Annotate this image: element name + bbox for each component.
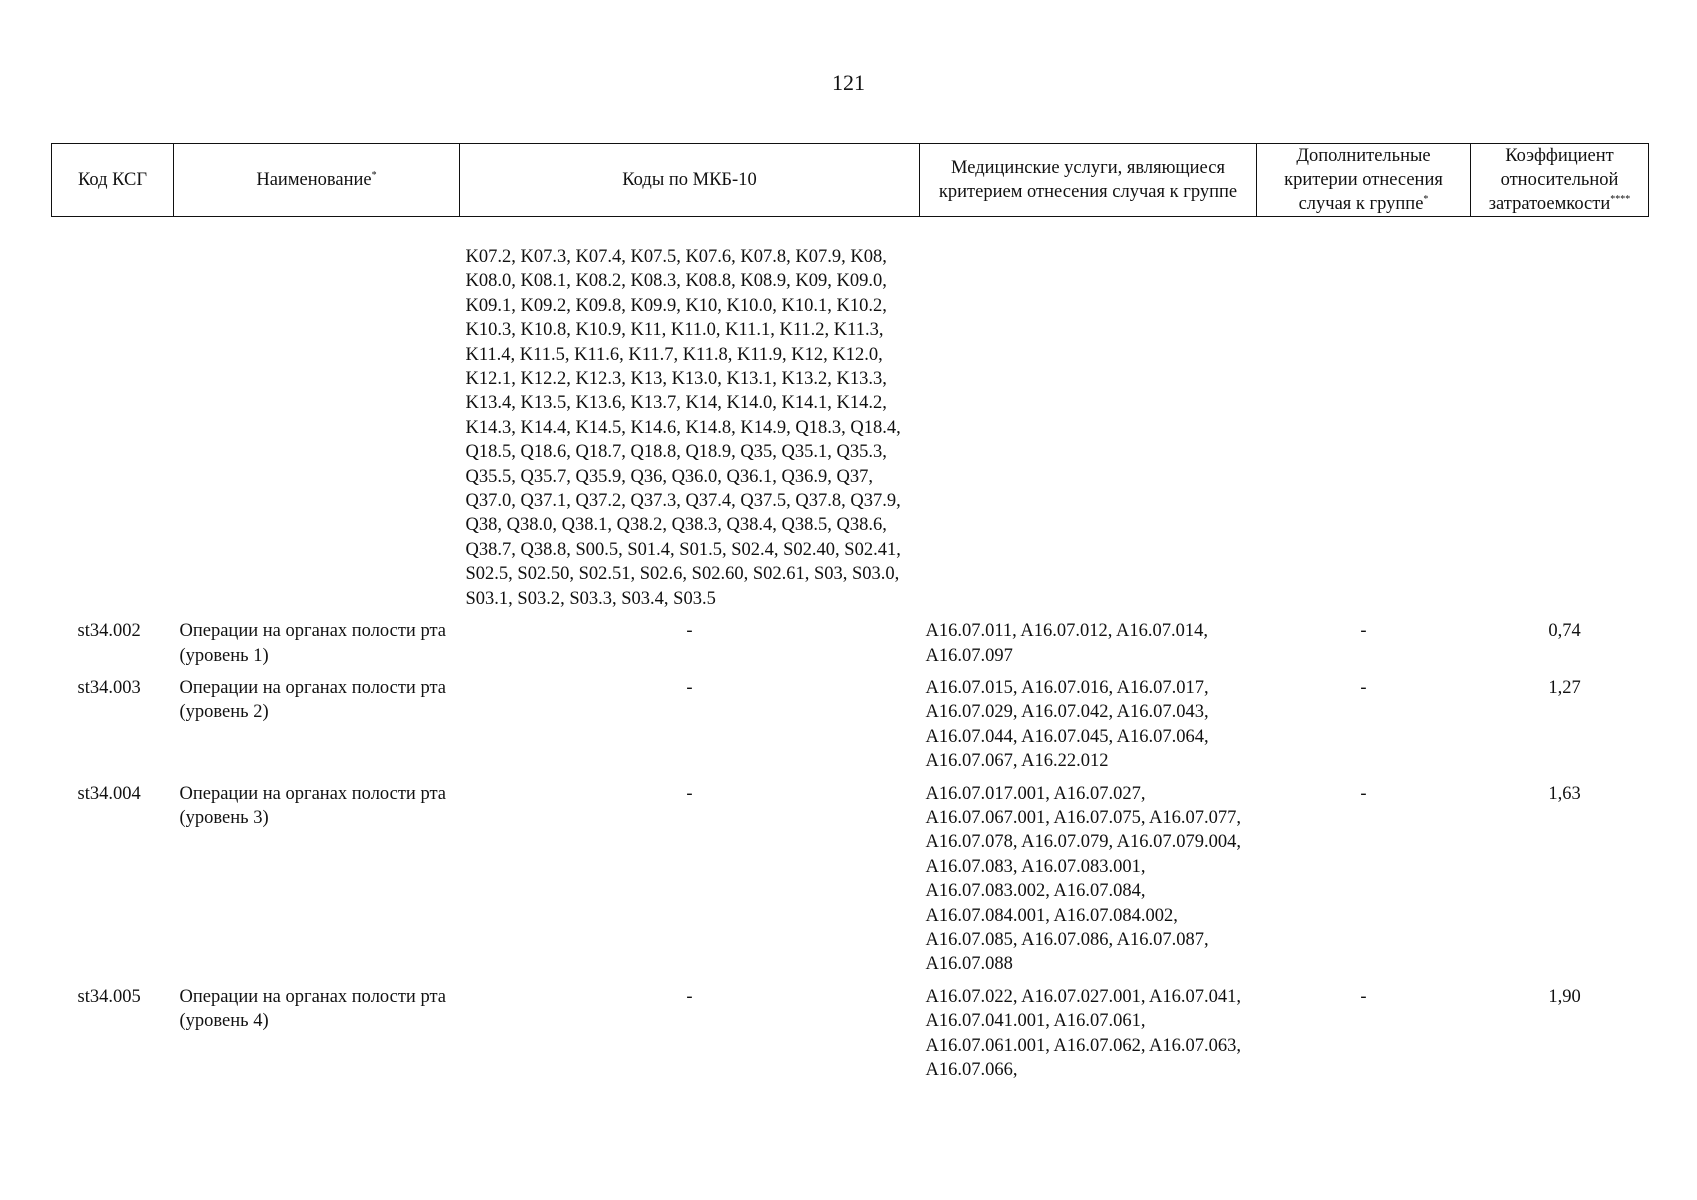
additional-criteria: - (1360, 986, 1367, 1007)
header-additional-criteria-label: Дополнительные критерии отнесения случая к группе (1284, 146, 1443, 214)
table-row-continuation (52, 245, 1649, 611)
header-mkb10-label: Коды по МКБ-10 (622, 170, 757, 190)
continuation-coef-cell (1471, 245, 1649, 611)
ksg-table (51, 143, 1649, 1082)
header-medical-services (920, 144, 1257, 217)
ksg-name: Операции на органах полости рта (уровень 2) (179, 677, 446, 723)
table-row (52, 774, 1649, 977)
mkb-codes: - (686, 621, 693, 642)
ksg-name: Операции на органах полости рта (уровень 3) (179, 783, 446, 828)
header-name (174, 144, 460, 217)
additional-criteria: - (1360, 621, 1367, 642)
continuation-extra-cell (1257, 245, 1471, 611)
ksg-code: st34.002 (77, 621, 141, 642)
table-row (52, 977, 1649, 1083)
ksg-code: st34.004 (77, 783, 141, 804)
header-mkb10-codes (460, 144, 920, 217)
table-header-row (52, 144, 1649, 217)
continuation-mkb-codes: K07.2, K07.3, K07.4, K07.5, K07.6, K07.8, K07.9, K08, K08.0, K08.1, K08.2, K08.3, K08.8, K08.9, K09, K09.0, K09.1, K09.2, K09.8, K09.9, K10, K10.0, K10.1, K10.2, K10.3, K10.8, K10.9, K11, K11.0, K11.1, K11.2, K11.3, K11.4, K11.5, K11.6, K11.7, K11.8, K11.9, K12, K12.0, K12.1, K12.2, K12.3, K13, K13.0, K13.1, K13.2, K13.3, K13.4, K13.5, K13.6, K13.7, K14, K14.0, K14.1, K14.2, K14.3, K14.4, K14.5, K14.6, K14.8, K14.9, Q18.3, Q18.4, Q18.5, Q18.6, Q18.7, Q18.8, Q18.9, Q35, Q35.1, Q35.3, Q35.5, Q35.7, Q35.9, Q36, Q36.0, Q36.1, Q36.9, Q37, Q37.0, Q37.1, Q37.2, Q37.3, Q37.4, Q37.5, Q37.8, Q37.9, Q38, Q38.0, Q38.1, Q38.2, Q38.3, Q38.4, Q38.5, Q38.6, Q38.7, Q38.8, S00.5, S01.4, S01.5, S02.4, S02.40, S02.41, S02.5, S02.50, S02.51, S02.6, S02.60, S02.61, S03, S03.0, S03.1, S03.2, S03.3, S03.4, S03.5 (465, 247, 901, 609)
header-coefficient (1471, 144, 1649, 217)
header-coefficient-footnote-mark: **** (1610, 193, 1631, 205)
ksg-code: st34.005 (77, 986, 141, 1007)
medical-services: A16.07.017.001, A16.07.027, A16.07.067.001, A16.07.075, A16.07.077, A16.07.078, A16.07.079, A16.07.079.004, A16.07.083, A16.07.083.001, A16.07.083.002, A16.07.084, A16.07.084.001, A16.07.084.002, A16.07.085, A16.07.086, A16.07.087, A16.07.088 (925, 783, 1242, 975)
ksg-name: Операции на органах полости рта (уровень 1) (179, 621, 446, 666)
coefficient: 1,27 (1548, 677, 1581, 698)
header-ksg-code (52, 144, 174, 217)
continuation-code-cell (52, 245, 174, 611)
header-name-footnote-mark: * (371, 169, 377, 181)
header-ksg-code-label: Код КСГ (77, 170, 148, 190)
medical-services: A16.07.015, A16.07.016, A16.07.017, A16.07.029, A16.07.042, A16.07.043, A16.07.044, A16.07.045, A16.07.064, A16.07.067, A16.22.012 (925, 677, 1209, 772)
ksg-code: st34.003 (77, 677, 141, 698)
medical-services: A16.07.011, A16.07.012, A16.07.014, A16.07.097 (925, 621, 1208, 666)
coefficient: 0,74 (1548, 621, 1581, 642)
mkb-codes: - (686, 677, 693, 698)
coefficient: 1,90 (1548, 986, 1581, 1007)
continuation-name-cell (174, 245, 460, 611)
medical-services: A16.07.022, A16.07.027.001, A16.07.041, A16.07.041.001, A16.07.061, A16.07.061.001, A16.07.062, A16.07.063, A16.07.066, (925, 986, 1242, 1080)
additional-criteria: - (1360, 677, 1367, 698)
header-name-label: Наименование (256, 170, 372, 190)
table-row (52, 611, 1649, 668)
table-row (52, 668, 1649, 774)
page-number: 121 (832, 70, 865, 95)
mkb-codes: - (686, 986, 693, 1007)
header-additional-criteria-footnote-mark: * (1423, 193, 1429, 205)
header-coefficient-label: Коэффициент относительной затратоемкости (1488, 146, 1619, 214)
mkb-codes: - (686, 783, 693, 804)
spacer-row (52, 217, 1649, 246)
header-additional-criteria (1257, 144, 1471, 217)
header-medical-services-label: Медицинские услуги, являющиеся критерием отнесения случая к группе (938, 158, 1238, 202)
ksg-name: Операции на органах полости рта (уровень 4) (179, 986, 446, 1032)
coefficient: 1,63 (1548, 783, 1581, 804)
additional-criteria: - (1360, 783, 1367, 804)
continuation-services-cell (920, 245, 1257, 611)
